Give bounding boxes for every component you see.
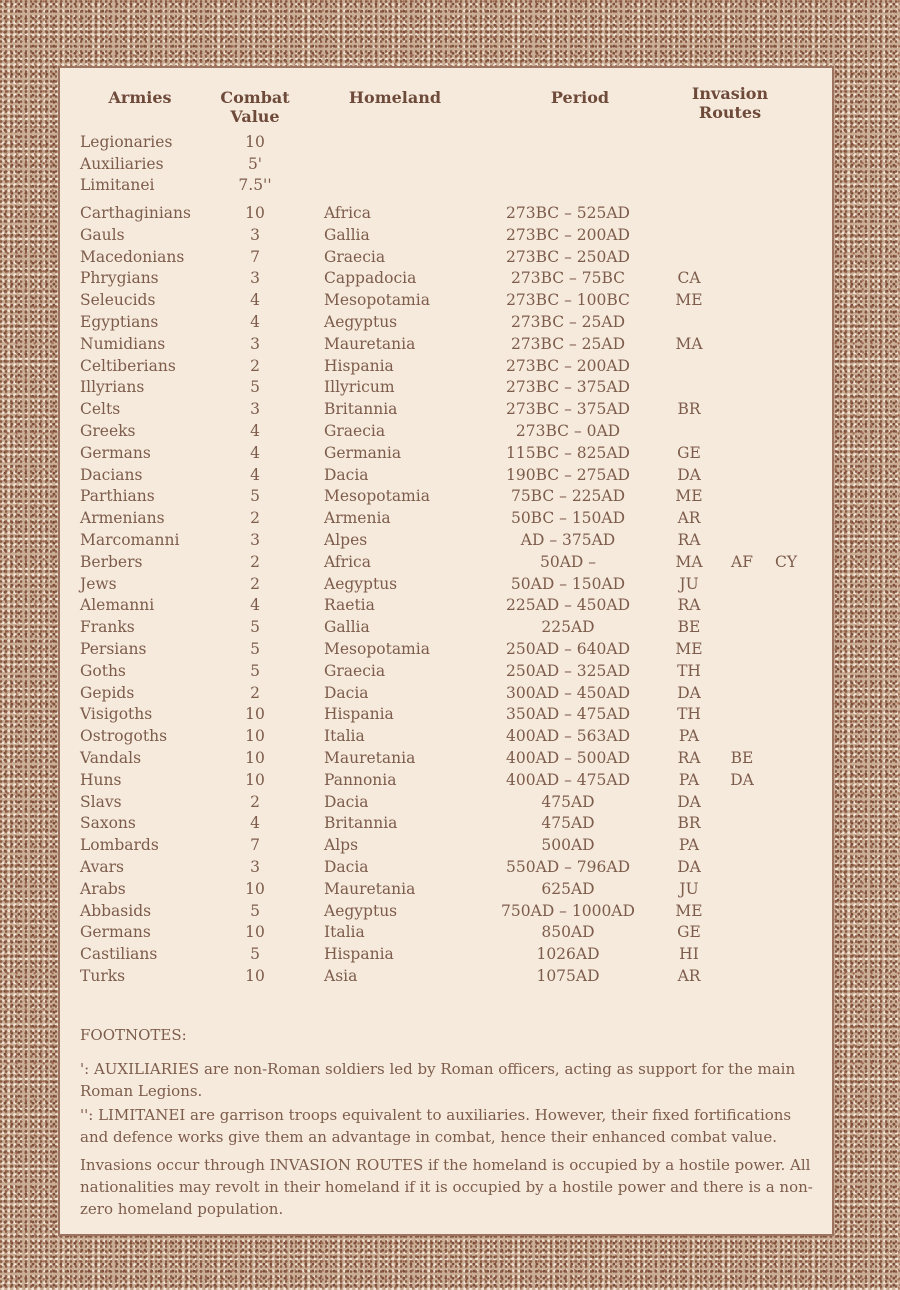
combat-value: 10 (245, 705, 265, 724)
invasion-route: GE (677, 923, 701, 942)
combat-value: 5 (250, 640, 260, 658)
invasion-route: BR (677, 400, 701, 419)
homeland: Africa (324, 552, 371, 571)
army-table-panel (58, 66, 834, 1236)
invasion-route: ME (675, 640, 703, 658)
period: 75BC – 225AD (510, 487, 626, 506)
homeland: Britannia (324, 814, 398, 833)
combat-value: 5 (250, 945, 260, 964)
combat-value: 2 (250, 574, 260, 593)
period: 350AD – 475AD (505, 705, 630, 724)
army-name: Dacians (80, 465, 143, 484)
combat-value: 2 (250, 509, 260, 528)
homeland: Dacia (324, 683, 369, 702)
homeland: Gallia (324, 618, 370, 637)
combat-value: 3 (250, 400, 260, 419)
invasion-route: ME (675, 487, 703, 506)
invasion-route: BE (677, 618, 701, 637)
invasion-route: RA (677, 531, 701, 549)
homeland: Mesopotamia (324, 640, 430, 658)
combat-value: 10 (245, 727, 265, 746)
invasion-route: GE (677, 443, 701, 462)
army-name: Franks (80, 618, 135, 637)
homeland: Pannonia (324, 770, 397, 789)
homeland: Alpes (324, 531, 368, 549)
footnote-invasion-routes: Invasions occur through INVASION ROUTES if the homeland is occupied by a hostile power. All nationalities may revolt in their homeland if it is occupied by a hostile power and there is a non-zero homeland population. (80, 1156, 813, 1218)
combat-value: 5 (250, 901, 260, 920)
homeland: Illyricum (324, 378, 395, 397)
invasion-route: TH (677, 705, 701, 724)
combat-value: 5 (250, 487, 260, 506)
army-name: Marcomanni (80, 531, 180, 549)
period: 115BC – 825AD (506, 443, 630, 462)
homeland: Hispania (324, 356, 394, 375)
period: 225AD (541, 618, 595, 637)
homeland: Armenia (324, 509, 391, 528)
army-name: Persians (80, 640, 147, 658)
army-name: Vandals (80, 749, 142, 767)
period: 273BC – 100BC (506, 291, 630, 310)
army-name: Greeks (80, 422, 136, 440)
army-name: Celtiberians (80, 356, 176, 375)
homeland: Graecia (324, 422, 386, 440)
combat-value: 5 (250, 378, 260, 397)
period: 50BC – 150AD (510, 509, 626, 528)
army-name: Phrygians (80, 269, 159, 288)
combat-value: 4 (250, 422, 260, 440)
army-name: Carthaginians (80, 204, 191, 222)
combat-value: 4 (250, 465, 260, 484)
period: 273BC – 525AD (506, 204, 630, 222)
combat-value: 3 (250, 531, 260, 549)
homeland: Germania (324, 443, 402, 462)
homeland: Italia (324, 727, 365, 746)
army-name: Armenians (80, 509, 165, 528)
army-name: Germans (80, 923, 151, 942)
invasion-route: JU (679, 574, 699, 593)
footnote-limitanei: '': LIMITANEI are garrison troops equivalent to auxiliaries. However, their fixed fortifications and defence works give them an advantage in combat, hence their enhanced combat value. (80, 1106, 792, 1146)
period: 550AD – 796AD (505, 858, 630, 876)
homeland: Dacia (324, 465, 369, 484)
header-homeland: Homeland (348, 88, 442, 107)
period: 273BC – 200AD (506, 225, 630, 244)
period: 625AD (541, 879, 595, 898)
combat-value: 4 (250, 814, 260, 833)
army-name: Arabs (80, 879, 126, 898)
army-name: Goths (80, 661, 126, 680)
combat-value: 10 (245, 204, 265, 222)
period: 400AD – 475AD (505, 770, 630, 789)
invasion-route: DA (730, 770, 754, 789)
period: 273BC – 250AD (506, 247, 630, 266)
homeland: Asia (324, 967, 358, 985)
combat-value: 2 (250, 356, 260, 375)
period: 250AD – 640AD (505, 640, 630, 658)
combat-value: 3 (250, 334, 260, 353)
invasion-route: DA (677, 683, 701, 702)
homeland: Britannia (324, 400, 398, 419)
invasion-route: HI (679, 945, 699, 964)
invasion-route: PA (678, 770, 700, 789)
army-name: Numidians (80, 334, 166, 353)
homeland: Aegyptus (324, 574, 398, 593)
homeland: Mauretania (324, 879, 416, 898)
period: 273BC – 25AD (510, 313, 626, 331)
combat-value: 2 (250, 792, 260, 811)
homeland: Hispania (324, 705, 394, 724)
army-name: Illyrians (80, 378, 145, 397)
homeland: Dacia (324, 792, 369, 811)
period: 50AD – 150AD (510, 574, 626, 593)
combat-value: 10 (245, 879, 265, 898)
header-period: Period (550, 88, 610, 107)
invasion-route: BE (730, 749, 754, 767)
period: 273BC – 375AD (506, 378, 630, 397)
homeland: Aegyptus (324, 901, 398, 920)
period: 1026AD (536, 945, 600, 964)
footnotes-heading: FOOTNOTES: (80, 1026, 187, 1044)
homeland: Cappadocia (324, 269, 417, 288)
period: 250AD – 325AD (505, 661, 630, 680)
army-name: Avars (80, 858, 124, 876)
homeland: Italia (324, 923, 365, 942)
combat-value: 3 (250, 269, 260, 288)
homeland: Aegyptus (324, 313, 398, 331)
combat-value: 3 (250, 225, 260, 244)
invasion-route: MA (675, 334, 703, 353)
homeland: Gallia (324, 225, 370, 244)
homeland: Mauretania (324, 749, 416, 767)
army-name: Jews (80, 574, 117, 593)
period: 50AD – (539, 552, 597, 571)
army-name: Celts (80, 400, 121, 419)
homeland: Mesopotamia (324, 291, 430, 310)
invasion-route: JU (679, 879, 699, 898)
army-name: Huns (80, 770, 122, 789)
invasion-route: BR (677, 814, 701, 833)
period: 750AD – 1000AD (501, 901, 635, 920)
homeland: Dacia (324, 858, 369, 876)
homeland: Mesopotamia (324, 487, 430, 506)
invasion-route: RA (677, 596, 701, 615)
invasion-route: AR (677, 967, 701, 985)
period: 400AD – 563AD (505, 727, 630, 746)
combat-value: 10 (245, 133, 265, 151)
period: 273BC – 75BC (511, 269, 625, 288)
homeland: Hispania (324, 945, 394, 964)
army-name: Lombards (80, 836, 159, 855)
army-name: Parthians (80, 487, 155, 506)
combat-value: 4 (250, 291, 260, 310)
invasion-route: ME (675, 291, 703, 310)
combat-value: 5' (247, 154, 263, 173)
header-armies: Armies (108, 88, 172, 107)
army-name: Gauls (80, 225, 125, 244)
army-name: Turks (80, 967, 126, 985)
invasion-route: ME (675, 901, 703, 920)
invasion-route: PA (678, 727, 700, 746)
army-name: Abbasids (80, 901, 152, 920)
combat-value: 4 (250, 313, 260, 331)
combat-value: 10 (245, 770, 265, 789)
combat-value: 4 (250, 596, 260, 615)
homeland: Mauretania (324, 334, 416, 353)
combat-value: 10 (245, 967, 265, 985)
header-invasion-routes: Invasion Routes (691, 84, 769, 122)
invasion-route: DA (677, 465, 701, 484)
invasion-route: PA (678, 836, 700, 855)
invasion-route: DA (677, 858, 701, 876)
combat-value: 2 (250, 683, 260, 702)
army-name: Berbers (80, 552, 143, 571)
combat-value: 10 (245, 923, 265, 942)
combat-value: 4 (250, 443, 260, 462)
invasion-route: CY (774, 552, 798, 571)
army-name: Germans (80, 443, 151, 462)
combat-value: 7 (250, 836, 260, 855)
army-name: Seleucids (80, 291, 156, 310)
period: 225AD – 450AD (505, 596, 630, 615)
army-name: Limitanei (80, 176, 155, 195)
combat-value: 5 (250, 661, 260, 680)
army-name: Macedonians (80, 247, 185, 266)
homeland: Africa (324, 204, 371, 222)
period: 273BC – 0AD (515, 422, 621, 440)
header-combat-value: Combat Value (220, 88, 290, 126)
period: 475AD (541, 792, 595, 811)
period: AD – 375AD (520, 531, 616, 549)
invasion-route: AF (731, 552, 753, 571)
period: 500AD (541, 836, 595, 855)
period: 1075AD (536, 967, 600, 985)
army-name: Saxons (80, 814, 136, 833)
army-name: Slavs (80, 792, 122, 811)
period: 273BC – 25AD (510, 334, 626, 353)
army-name: Gepids (80, 683, 135, 702)
army-name: Ostrogoths (80, 727, 168, 746)
homeland: Graecia (324, 661, 386, 680)
combat-value: 10 (245, 749, 265, 767)
period: 400AD – 500AD (505, 749, 630, 767)
period: 475AD (541, 814, 595, 833)
army-name: Castilians (80, 945, 158, 964)
invasion-route: MA (675, 552, 703, 571)
army-name: Auxiliaries (80, 154, 164, 173)
footnote-auxiliaries: ': AUXILIARIES are non-Roman soldiers led by Roman officers, acting as support for the main Roman Legions. (80, 1060, 796, 1100)
period: 273BC – 375AD (506, 400, 630, 419)
army-name: Alemanni (80, 596, 155, 615)
army-name: Legionaries (80, 133, 173, 151)
period: 850AD (541, 923, 595, 942)
invasion-route: AR (677, 509, 701, 528)
homeland: Raetia (324, 596, 375, 615)
combat-value: 7.5'' (238, 176, 272, 195)
combat-value: 3 (250, 858, 260, 876)
invasion-route: CA (677, 269, 701, 288)
army-name: Visigoths (80, 705, 153, 724)
invasion-route: DA (677, 792, 701, 811)
invasion-route: RA (677, 749, 701, 767)
combat-value: 7 (250, 247, 260, 266)
combat-value: 5 (250, 618, 260, 637)
period: 273BC – 200AD (506, 356, 630, 375)
period: 300AD – 450AD (505, 683, 630, 702)
army-name: Egyptians (80, 313, 159, 331)
homeland: Graecia (324, 247, 386, 266)
period: 190BC – 275AD (506, 465, 630, 484)
combat-value: 2 (250, 552, 260, 571)
invasion-route: TH (677, 661, 701, 680)
homeland: Alps (324, 836, 359, 855)
